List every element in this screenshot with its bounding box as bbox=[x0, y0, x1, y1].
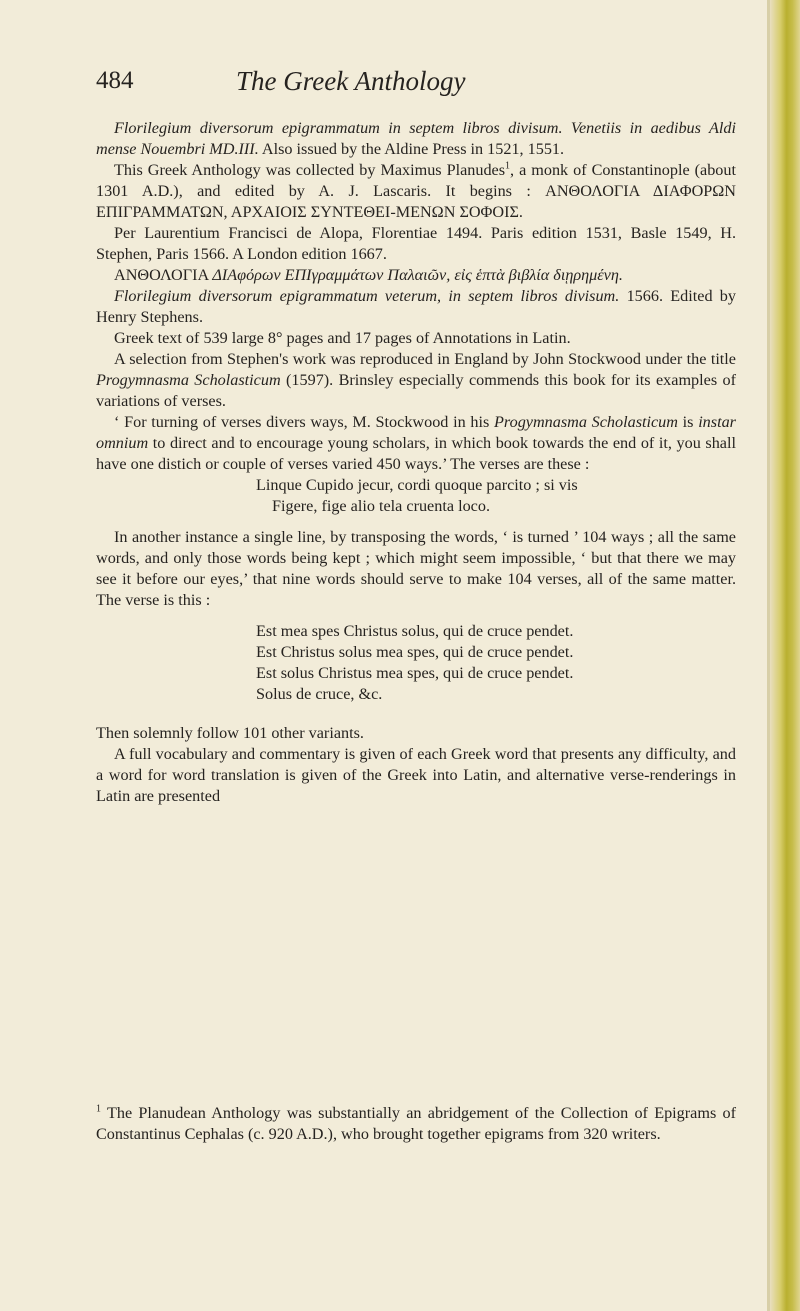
footnote-text: The Planudean Anthology was substantially an abridgement of the Collection of Epigrams of Constantinus Cephalas (c. 920 A.D.), who brought together epigrams from 320 writers. bbox=[96, 1104, 736, 1143]
spacer bbox=[96, 705, 736, 723]
footnote-mark: 1 bbox=[96, 1103, 101, 1115]
stephens-rest: 1566. Edited by Henry Stephens. bbox=[96, 287, 736, 326]
planudes-text-a: This Greek Anthology was collected by Maximus Planudes bbox=[114, 161, 506, 179]
progymnasma-title-2: Progymnasma Scholasticum bbox=[494, 413, 678, 431]
verse-line-1: Est mea spes Christus solus, qui de cruce pendet. bbox=[256, 622, 574, 640]
aldine-reprints: Also issued by the Aldine Press in 1521, 1551. bbox=[258, 140, 565, 158]
paragraph-aldine-edition bbox=[96, 118, 736, 160]
stockwood-text-b: (1597). Brinsley especially commends this book for its examples of variations of verses. bbox=[96, 371, 736, 410]
verse-line-3: Est solus Christus mea spes, qui de cruce pendet. bbox=[256, 664, 574, 682]
paragraph-greek-text: Greek text of 539 large 8° pages and 17 pages of Annotations in Latin. bbox=[114, 329, 571, 347]
paragraph-stephens-edition bbox=[96, 286, 736, 328]
stockwood-text-a: A selection from Stephen's work was reproduced in England by John Stockwood under the title bbox=[114, 350, 736, 368]
stephens-title: Florilegium diversorum epigrammatum veterum, in septem libros divisum. bbox=[114, 287, 620, 305]
greek-title-italic: ΔΙΑφόρων ΕΠΙγραμμάτων Παλαιῶν, εἰς ἑπτὰ βιβλία διῃρημένη. bbox=[212, 266, 623, 284]
distich-line-2: Figere, fige alio tela cruenta loco. bbox=[272, 497, 490, 515]
spacer bbox=[96, 611, 736, 621]
footnote-reference: 1 bbox=[505, 160, 511, 172]
verse-line-4: Solus de cruce, &c. bbox=[256, 685, 383, 703]
spacer bbox=[96, 517, 736, 527]
paragraph-vocabulary: A full vocabulary and commentary is given of each Greek word that presents any difficulty, and a word for word translation is given of the Greek into Latin, and alternative verse-renderings in Latin are presented bbox=[96, 745, 736, 805]
verse-line-2: Est Christus solus mea spes, qui de cruce pendet. bbox=[256, 643, 574, 661]
quote-text-b: is bbox=[677, 413, 699, 431]
greek-title-caps: ΑΝΘΟΛΟΓΙΑ bbox=[114, 266, 213, 284]
instar-omnium: instar omnium bbox=[96, 413, 736, 452]
paragraph-transposition: In another instance a single line, by transposing the words, ‘ is turned ’ 104 ways ; all the same words, and only those words being kept ; which might seem impossible, ‘ but that there we may see it before our eyes,’ that nine words should serve to make 104 verses, all of the same matter. The verse is this : bbox=[96, 528, 736, 609]
running-title: The Greek Anthology bbox=[236, 66, 466, 96]
paragraph-variants: Then solemnly follow 101 other variants. bbox=[96, 724, 364, 742]
quote-text-c: to direct and to encourage young scholars, in which book towards the end of it, you shall have one distich or couple of verses varied 450 ways.’ The verses are these : bbox=[96, 434, 736, 473]
progymnasma-title: Progymnasma Scholasticum bbox=[96, 371, 281, 389]
quote-text-a: ‘ For turning of verses divers ways, M. Stockwood in his bbox=[114, 413, 495, 431]
paragraph-stockwood bbox=[96, 349, 736, 412]
footnote bbox=[96, 1103, 736, 1145]
aldine-title: Florilegium diversorum epigrammatum in septem libros divisum. Venetiis in aedibus Aldi mense Nouembri MD.III. bbox=[96, 119, 736, 158]
paragraph-editions: Per Laurentium Francisci de Alopa, Florentiae 1494. Paris edition 1531, Basle 1549, H. Stephen, Paris 1566. A London edition 1667. bbox=[96, 224, 736, 263]
page-number: 484 bbox=[96, 67, 134, 94]
page-header bbox=[96, 66, 736, 106]
paragraph-planudes bbox=[96, 160, 736, 223]
paragraph-brinsley-quote bbox=[96, 412, 736, 475]
paragraph-greek-title bbox=[96, 265, 736, 286]
planudes-text-b: , a monk of Constantinople (about 1301 A.D.), and edited by A. J. Lascaris. It begins : ΑΝΘΟΛΟΓΙΑ ΔΙΑΦΟΡΩΝ ΕΠΙΓΡΑΜΜΑΤΩΝ, ΑΡΧΑΙΟΙΣ ΣΥΝΤΕΘΕΙ-ΜΕΝΩΝ ΣΟΦΟΙΣ. bbox=[96, 161, 736, 221]
main-text bbox=[96, 118, 736, 807]
distich-line-1: Linque Cupido jecur, cordi quoque parcito ; si vis bbox=[256, 476, 578, 494]
book-binding-edge bbox=[770, 0, 800, 1311]
